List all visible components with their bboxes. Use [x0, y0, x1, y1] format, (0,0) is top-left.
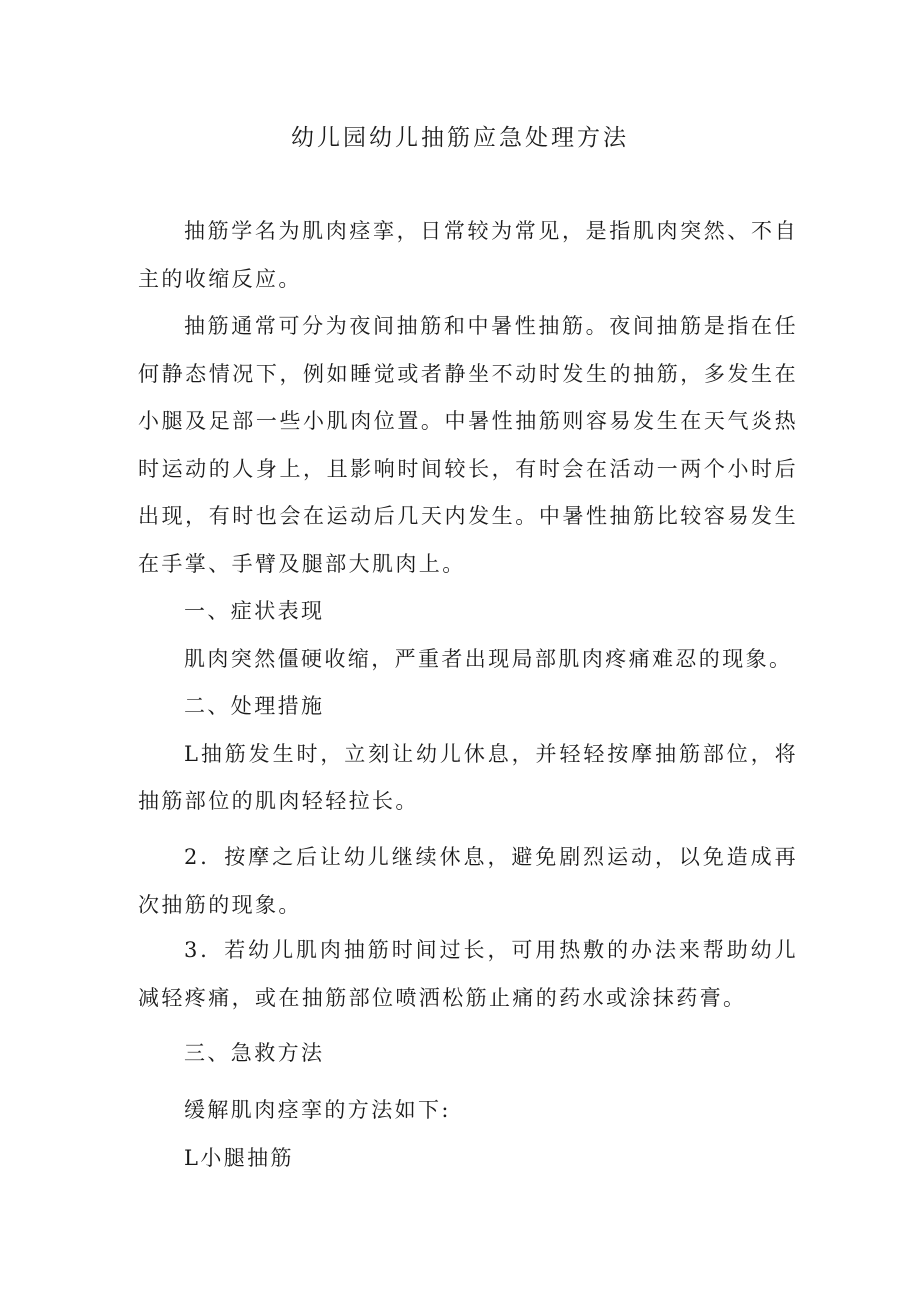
paragraph-symptoms: 肌肉突然僵硬收缩，严重者出现局部肌肉疼痛难忍的现象。	[184, 646, 793, 671]
treatment-step-2: 2．按摩之后让幼儿继续休息，避免剧烈运动，以免造成再次抽筋的现象。	[138, 845, 798, 917]
paragraph-first-aid-intro: 缓解肌肉痉挛的方法如下:	[184, 1098, 451, 1122]
paragraph-intro: 抽筋学名为肌肉痉挛，日常较为常见，是指肌肉突然、不自主的收缩反应。	[138, 219, 798, 291]
body-group-1	[138, 208, 798, 588]
heading-treatment: 二、处理措施	[184, 694, 325, 718]
treatment-step-1: L抽筋发生时，立刻让幼儿休息，并轻轻按摩抽筋部位，将抽筋部位的肌肉轻轻拉长。	[138, 741, 798, 813]
document-title: 幼儿园幼儿抽筋应急处理方法	[291, 125, 629, 151]
body-group-3	[138, 834, 798, 929]
treatment-step-3: 3．若幼儿肌肉抽筋时间过长，可用热敷的办法来帮助幼儿减轻疼痛，或在抽筋部位喷洒松筋止痛的药水或涂抹药膏。	[138, 938, 798, 1010]
first-aid-item-1: L小腿抽筋	[184, 1145, 294, 1170]
body-group-4	[138, 927, 798, 1022]
body-group-2	[138, 588, 798, 826]
heading-symptoms: 一、症状表现	[184, 599, 325, 623]
body-group-6	[138, 1087, 798, 1182]
paragraph-types: 抽筋通常可分为夜间抽筋和中暑性抽筋。夜间抽筋是指在任何静态情况下，例如睡觉或者静坐不动时发生的抽筋，多发生在小腿及足部一些小肌肉位置。中暑性抽筋则容易发生在天气炎热时运动的人身上，且影响时间较长，有时会在活动一两个小时后出现，有时也会在运动后几天内发生。中暑性抽筋比较容易发生在手掌、手臂及腿部大肌肉上。	[138, 314, 798, 576]
body-group-5	[138, 1030, 798, 1078]
heading-first-aid: 三、急救方法	[184, 1041, 325, 1065]
